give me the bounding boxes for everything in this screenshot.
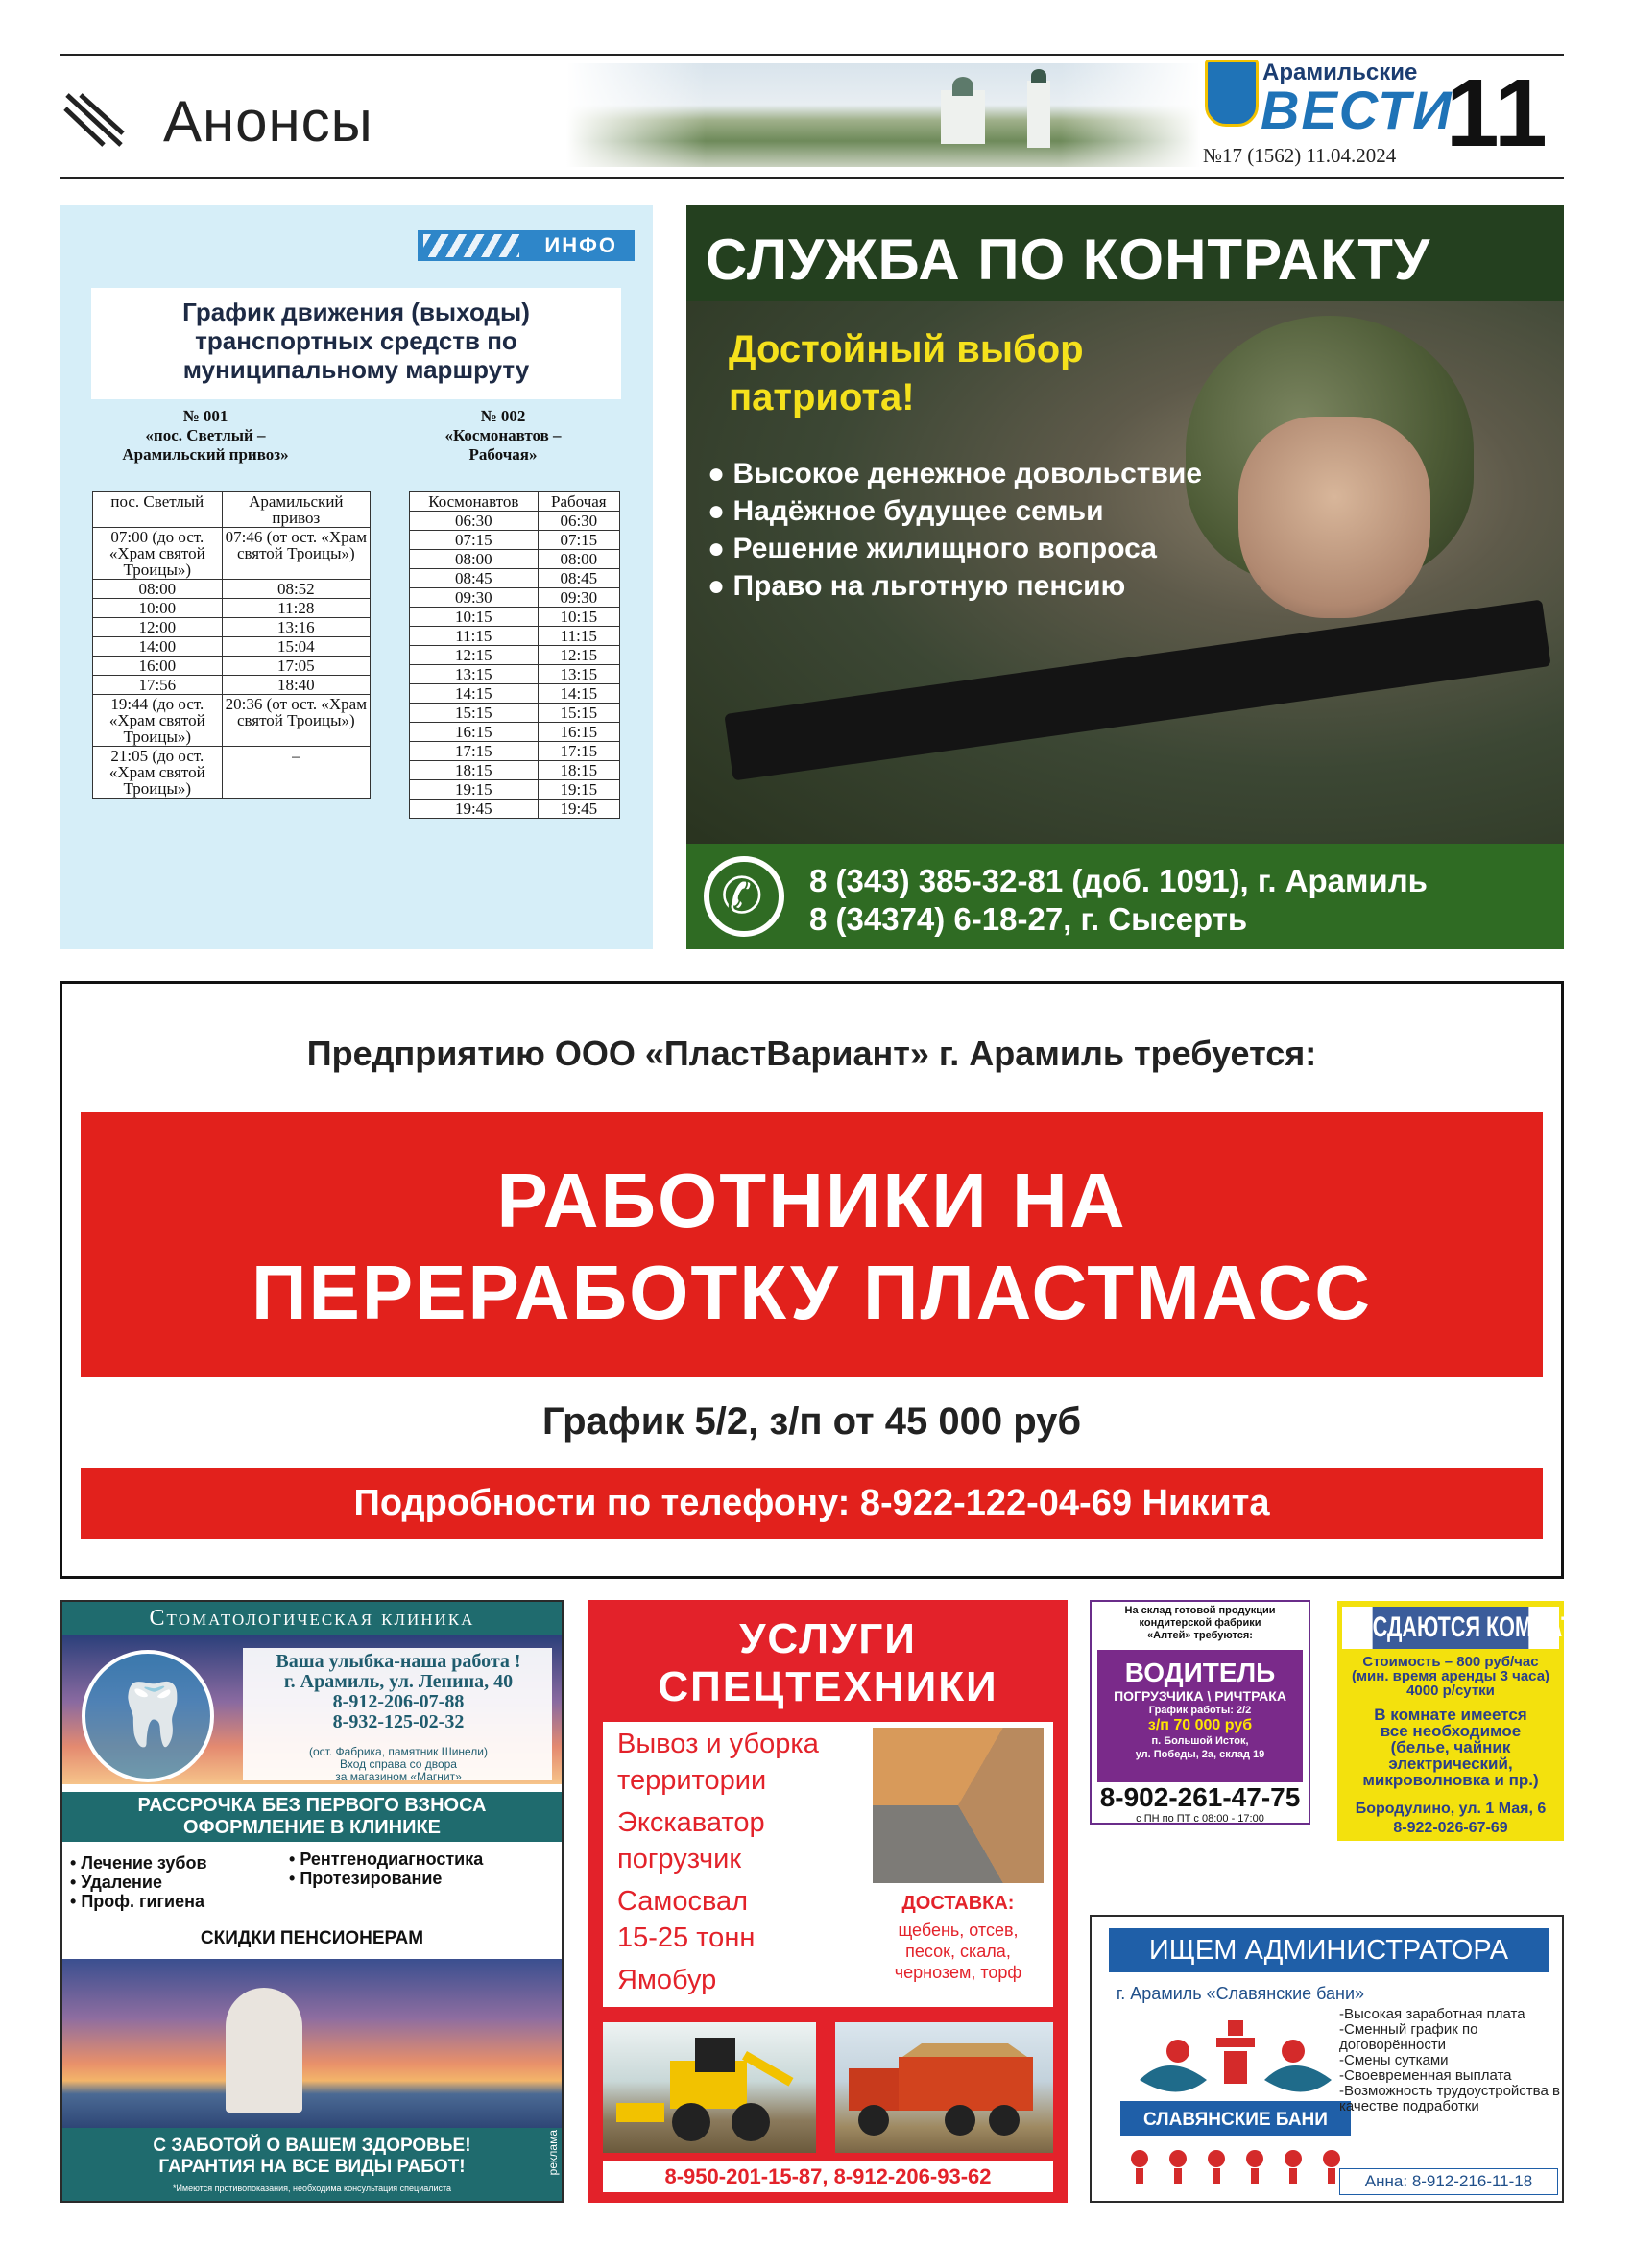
table-cell: 16:15 <box>410 723 539 742</box>
table-header-row <box>410 492 620 512</box>
plast-headline <box>81 1155 1543 1339</box>
table-cell: 17:15 <box>538 742 619 761</box>
dental-services-right <box>289 1850 483 1888</box>
table-cell: 13:16 <box>222 618 370 637</box>
table-row <box>410 531 620 550</box>
table-cell: 15:15 <box>538 704 619 723</box>
table-cell: 14:15 <box>538 684 619 704</box>
dental-direction-line: Вход справа со двора <box>340 1757 457 1771</box>
rooms-phone: 8-922-026-67-69 <box>1393 1820 1508 1836</box>
route-1-name: Арамильский привоз» <box>122 445 289 464</box>
dental-direction-line: (ост. Фабрика, памятник Шинели) <box>308 1745 489 1758</box>
route-2-name: «Космонавтов – <box>444 426 562 444</box>
route-1-heading <box>81 407 330 465</box>
schedule-title-line: транспортных средств по <box>195 326 517 355</box>
dental-fine-print: *Имеются противопоказания, необходима консультация специалиста <box>172 2184 452 2193</box>
phone-icon: ✆ <box>704 856 784 937</box>
table-cell: 19:44 (до ост. «Храм святой Троицы») <box>93 695 223 747</box>
table-cell: 13:15 <box>538 665 619 684</box>
administrator-vacancy-ad <box>1090 1915 1564 2203</box>
table-cell: 08:00 <box>410 550 539 569</box>
table-cell: 11:15 <box>538 627 619 646</box>
table-row <box>410 684 620 704</box>
dental-contacts <box>254 1652 542 1732</box>
slavic-baths-logo <box>1111 2013 1360 2190</box>
dental-sunset-photo <box>62 1959 562 2128</box>
driver-intro-line: кондитерской фабрики <box>1139 1617 1261 1629</box>
spec-phones: 8-950-201-15-87, 8-912-206-93-62 <box>603 2161 1053 2192</box>
table-cell: 08:00 <box>93 580 223 599</box>
table-cell: 12:15 <box>410 646 539 665</box>
header-top-rule <box>60 54 1564 56</box>
spec-title-line: СПЕЦТЕХНИКИ <box>658 1663 998 1710</box>
admin-benefit: -Своевременная выплата <box>1339 2067 1512 2084</box>
column-header: пос. Светлый <box>93 492 223 528</box>
contract-phone-2: 8 (34374) 6-18-27, г. Сысерть <box>809 901 1248 937</box>
dental-service: • Лечение зубов <box>70 1853 207 1873</box>
logo-main-text: ВЕСТИ <box>1261 80 1453 140</box>
delivery-list <box>873 1920 1044 1983</box>
header-bottom-rule <box>60 177 1564 179</box>
table-cell: 10:15 <box>410 608 539 627</box>
route-1-name: «пос. Светлый – <box>145 426 266 444</box>
benefit-item: ● Надёжное будущее семьи <box>708 495 1104 527</box>
schedule-panel <box>60 205 653 949</box>
table-row <box>410 512 620 531</box>
rooms-price <box>1337 1655 1564 1698</box>
dental-phone: 8-932-125-02-32 <box>332 1711 465 1732</box>
contract-service-ad <box>686 205 1564 949</box>
section-slashes-icon <box>63 91 125 149</box>
plast-lead: Предприятию ООО «ПластВариант» г. Арамиль требуется: <box>306 1034 1317 1073</box>
admin-benefit: -Возможность трудоустройства в качестве подработки <box>1339 2083 1560 2114</box>
info-tag <box>418 230 635 261</box>
dental-footer-line: ГАРАНТИЯ НА ВСЕ ВИДЫ РАБОТ! <box>158 2157 466 2177</box>
table-cell: – <box>222 747 370 799</box>
dental-footer <box>62 2128 562 2201</box>
table-cell: 16:00 <box>93 657 223 676</box>
special-equipment-ad <box>588 1600 1068 2203</box>
table-row <box>410 780 620 800</box>
table-cell: 18:15 <box>410 761 539 780</box>
table-row <box>410 550 620 569</box>
delivery-line: щебень, отсев, <box>898 1921 1019 1940</box>
tooth-emblem-icon: 🦷 <box>82 1650 214 1782</box>
dental-installment-line: ОФОРМЛЕНИЕ В КЛИНИКЕ <box>183 1817 441 1838</box>
table-row <box>93 695 371 747</box>
table-cell: 15:15 <box>410 704 539 723</box>
table-cell: 16:15 <box>538 723 619 742</box>
monument-image <box>226 1988 302 2113</box>
table-cell: 13:15 <box>410 665 539 684</box>
table-cell: 09:30 <box>410 588 539 608</box>
route-1-table <box>92 491 371 799</box>
dental-direction-line: за магазином «Магнит» <box>335 1770 462 1783</box>
spec-service-line: 15-25 тонн <box>617 1922 756 1953</box>
table-cell: 07:46 (от ост. «Храм святой Троицы») <box>222 528 370 580</box>
contract-phone-1: 8 (343) 385-32-81 (доб. 1091), г. Арамиль <box>809 863 1428 898</box>
driver-details <box>1097 1650 1303 1782</box>
column-header: Рабочая <box>538 492 619 512</box>
driver-vacancy-ad <box>1090 1600 1310 1825</box>
table-cell: 08:52 <box>222 580 370 599</box>
plast-headline-box <box>81 1112 1543 1377</box>
driver-role-detail: ПОГРУЗЧИКА \ РИЧТРАКА <box>1114 1688 1286 1704</box>
dump-truck-photo <box>835 2022 1053 2153</box>
admin-subtitle: г. Арамиль «Славянские бани» <box>1116 1984 1365 2003</box>
driver-schedule: График работы: 2/2 <box>1148 1705 1252 1716</box>
driver-address-line: п. Большой Исток, <box>1151 1735 1249 1747</box>
table-cell: 19:45 <box>410 800 539 819</box>
info-tag-label: ИНФО <box>544 233 617 257</box>
info-stripes-icon <box>423 234 519 257</box>
table-row <box>410 800 620 819</box>
driver-pay: з/п 70 000 руб <box>1147 1717 1253 1733</box>
spec-service-line: Экскаватор <box>617 1807 765 1838</box>
table-cell: 12:00 <box>93 618 223 637</box>
slavic-baths-logo-text: СЛАВЯНСКИЕ БАНИ <box>1143 2110 1328 2130</box>
dental-clinic-ad <box>60 1600 564 2203</box>
plast-headline-line: ПЕРЕРАБОТКУ ПЛАСТМАСС <box>251 1250 1373 1335</box>
spec-service-line: Ямобур <box>617 1965 717 1995</box>
table-cell: 19:15 <box>410 780 539 800</box>
contract-title: СЛУЖБА ПО КОНТРАКТУ <box>706 227 1431 292</box>
dental-footer-line: С ЗАБОТОЙ О ВАШЕМ ЗДОРОВЬЕ! <box>153 2136 471 2156</box>
dental-title: Стоматологическая клиника <box>62 1602 562 1635</box>
route-2-table <box>409 491 620 819</box>
table-cell: 19:15 <box>538 780 619 800</box>
dental-phone: 8-912-206-07-88 <box>332 1691 465 1712</box>
schedule-title-line: График движения (выходы) <box>182 298 530 326</box>
dental-address: г. Арамиль, ул. Ленина, 40 <box>283 1671 514 1692</box>
section-title: Анонсы <box>163 89 373 154</box>
table-row <box>93 747 371 799</box>
ad-label: реклама <box>546 2130 560 2176</box>
benefit-item: ● Решение жилищного вопроса <box>708 533 1157 564</box>
plastvariant-ad <box>60 981 1564 1579</box>
table-cell: 08:45 <box>410 569 539 588</box>
table-cell: 17:15 <box>410 742 539 761</box>
dental-services-left <box>70 1853 207 1911</box>
route-1-number: № 001 <box>182 407 228 425</box>
logo-emblem-icon <box>1205 60 1259 127</box>
table-row <box>93 676 371 695</box>
admin-phone: Анна: 8-912-216-11-18 <box>1339 2168 1558 2195</box>
logo-top-text: Арамильские <box>1262 60 1418 85</box>
table-row <box>410 646 620 665</box>
table-cell: 15:04 <box>222 637 370 657</box>
header-landscape-photo <box>566 63 1200 167</box>
table-cell: 14:15 <box>410 684 539 704</box>
table-cell: 09:30 <box>538 588 619 608</box>
plast-phone: Подробности по телефону: 8-922-122-04-69 Никита <box>81 1468 1543 1539</box>
table-row <box>410 742 620 761</box>
table-cell: 17:05 <box>222 657 370 676</box>
rooms-amenity-line: электрический, <box>1388 1755 1513 1773</box>
spec-body <box>603 1722 1053 2007</box>
benefit-item: ● Высокое денежное довольствие <box>708 458 1203 489</box>
rooms-amenity-line: все необходимое <box>1380 1722 1522 1740</box>
table-cell: 18:40 <box>222 676 370 695</box>
table-cell: 07:00 (до ост. «Храм святой Троицы») <box>93 528 223 580</box>
delivery-title: ДОСТАВКА: <box>901 1893 1015 1914</box>
driver-intro <box>1092 1605 1309 1642</box>
table-row <box>410 665 620 684</box>
driver-phone: 8-902-261-47-75 <box>1099 1782 1301 1812</box>
rooms-amenity-line: микроволновка и пр.) <box>1362 1771 1539 1789</box>
table-row <box>93 657 371 676</box>
rooms-price-line: 4000 р/сутки <box>1406 1683 1495 1699</box>
dental-service: • Удаление <box>70 1873 162 1892</box>
rooms-price-line: Стоимость – 800 руб/час <box>1362 1654 1539 1670</box>
column-header: Арамильский привоз <box>222 492 370 528</box>
spec-title-line: УСЛУГИ <box>739 1615 917 1662</box>
table-header-row <box>93 492 371 528</box>
plast-headline-line: РАБОТНИКИ НА <box>496 1158 1127 1243</box>
table-row <box>410 761 620 780</box>
driver-hours: с ПН по ПТ с 08:00 - 17:00 <box>1136 1813 1264 1825</box>
contract-subtitle-line: Достойный выбор <box>729 328 1084 370</box>
table-row <box>93 599 371 618</box>
table-row <box>410 608 620 627</box>
rooms-address: Бородулино, ул. 1 Мая, 6 <box>1355 1801 1547 1817</box>
issue-info: №17 (1562) 11.04.2024 <box>1203 144 1397 167</box>
dental-service: • Проф. гигиена <box>70 1892 205 1911</box>
admin-title: ИЩЕМ АДМИНИСТРАТОРА <box>1109 1928 1549 1972</box>
plast-schedule: График 5/2, з/п от 45 000 руб <box>541 1400 1082 1443</box>
dental-discount: СКИДКИ ПЕНСИОНЕРАМ <box>200 1928 424 1948</box>
table-cell: 21:05 (до ост. «Храм святой Троицы») <box>93 747 223 799</box>
rooms-rental-ad <box>1337 1601 1595 1841</box>
dental-installment-line: РАССРОЧКА БЕЗ ПЕРВОГО ВЗНОСА <box>137 1795 487 1816</box>
contract-subtitle <box>729 325 1084 421</box>
table-cell: 08:00 <box>538 550 619 569</box>
driver-intro-line: «Алтей» требуются: <box>1147 1630 1253 1641</box>
spec-service-line: погрузчик <box>617 1844 742 1874</box>
table-row <box>410 588 620 608</box>
table-cell: 20:36 (от ост. «Храм святой Троицы») <box>222 695 370 747</box>
schedule-title-line: муниципальному маршруту <box>182 355 530 384</box>
driver-address-line: ул. Победы, 2а, склад 19 <box>1135 1749 1265 1760</box>
materials-collage <box>873 1728 1044 1883</box>
spec-service-line: Вывоз и уборка <box>617 1729 819 1759</box>
table-cell: 19:45 <box>538 800 619 819</box>
dental-installment <box>62 1792 562 1842</box>
driver-role: ВОДИТЕЛЬ <box>1124 1658 1276 1687</box>
table-cell: 14:00 <box>93 637 223 657</box>
route-2-number: № 002 <box>480 407 526 425</box>
table-row <box>410 704 620 723</box>
table-cell: 11:28 <box>222 599 370 618</box>
contract-benefits <box>708 455 1202 605</box>
table-cell: 10:00 <box>93 599 223 618</box>
table-row <box>93 580 371 599</box>
rooms-price-line: (мин. время аренды 3 часа) <box>1351 1668 1550 1684</box>
table-cell: 07:15 <box>538 531 619 550</box>
admin-benefit: -Смены сутками <box>1339 2052 1449 2068</box>
table-cell: 10:15 <box>538 608 619 627</box>
soldier-face <box>1238 417 1430 618</box>
spec-service-line: Самосвал <box>617 1886 749 1917</box>
delivery-line: чернозем, торф <box>894 1963 1022 1982</box>
schedule-title <box>91 288 621 399</box>
admin-benefits <box>1339 2007 1560 2114</box>
table-cell: 07:15 <box>410 531 539 550</box>
dental-service: • Протезирование <box>289 1869 443 1888</box>
spec-title <box>588 1615 1068 1711</box>
table-cell: 11:15 <box>410 627 539 646</box>
table-cell: 06:30 <box>410 512 539 531</box>
benefit-item: ● Право на льготную пенсию <box>708 570 1126 602</box>
delivery-line: песок, скала, <box>905 1942 1011 1961</box>
rooms-amenity-line: В комнате имеется <box>1374 1706 1527 1724</box>
dental-directions <box>254 1746 542 1783</box>
admin-benefit: -Высокая заработная плата <box>1339 2006 1525 2022</box>
table-row <box>93 618 371 637</box>
table-row <box>93 528 371 580</box>
contract-subtitle-line: патриота! <box>729 376 915 418</box>
table-row <box>93 637 371 657</box>
table-cell: 06:30 <box>538 512 619 531</box>
table-cell: 17:56 <box>93 676 223 695</box>
page-number: 11 <box>1446 60 1548 167</box>
rooms-title: СДАЮТСЯ КОМНАТЫ <box>1373 1607 1529 1649</box>
contract-phone-bar <box>686 844 1564 949</box>
rooms-amenities <box>1337 1707 1564 1788</box>
table-row <box>410 723 620 742</box>
route-2-heading <box>378 407 628 465</box>
driver-intro-line: На склад готовой продукции <box>1124 1605 1276 1616</box>
rooms-amenity-line: (белье, чайник <box>1390 1738 1511 1756</box>
column-header: Космонавтов <box>410 492 539 512</box>
admin-benefit: -Сменный график по договорённости <box>1339 2021 1478 2053</box>
table-cell: 18:15 <box>538 761 619 780</box>
table-row <box>410 569 620 588</box>
table-cell: 12:15 <box>538 646 619 665</box>
dental-service: • Рентгенодиагностика <box>289 1850 484 1869</box>
table-row <box>410 627 620 646</box>
dental-slogan: Ваша улыбка-наша работа ! <box>276 1651 521 1672</box>
route-2-name: Рабочая» <box>468 445 538 464</box>
spec-service-line: территории <box>617 1765 767 1796</box>
table-cell: 08:45 <box>538 569 619 588</box>
loader-photo <box>603 2022 816 2153</box>
